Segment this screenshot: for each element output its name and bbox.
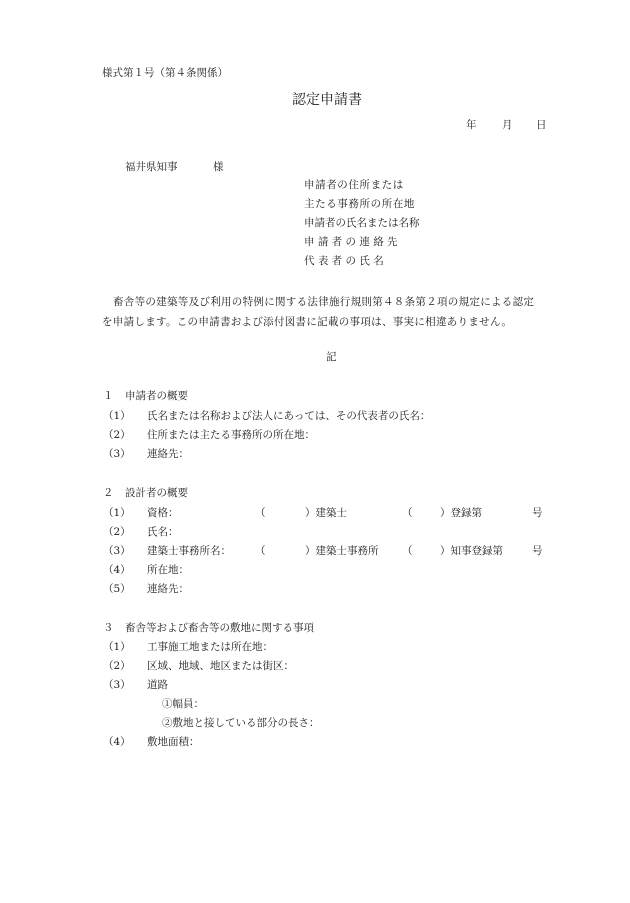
item-label: 住所または主たる事務所の所在地： (147, 429, 315, 441)
item-number: （3） (103, 448, 131, 460)
item-label: 所在地： (147, 564, 189, 576)
item-number: （4） (103, 564, 131, 576)
item-label: 氏名または名称および法人にあっては、その代表者の氏名： (147, 410, 431, 422)
suffix: 号 (532, 545, 543, 557)
paren-open: （ (402, 507, 413, 519)
paren-close-label: ）建築士 (305, 507, 347, 519)
item-label: 連絡先： (147, 583, 189, 595)
item-number: （2） (103, 660, 131, 672)
date-month: 月 (502, 119, 513, 131)
item-label: 区域、地域、地区または街区： (147, 660, 294, 672)
addressee-honorific: 様 (213, 161, 224, 173)
paren-close-label: ）建築士事務所 (305, 545, 379, 557)
item-number: （1） (103, 507, 131, 519)
ki-marker: 記 (326, 351, 337, 363)
item-label: 氏名： (147, 526, 179, 538)
paren-close-label: ）登録第 (440, 507, 482, 519)
section-number: ３ (103, 622, 114, 634)
item-number: （2） (103, 429, 131, 441)
item-number: （4） (103, 736, 131, 748)
item-number: （1） (103, 410, 131, 422)
applicant-field: 主たる事務所の所在地 (304, 198, 415, 210)
section-heading: 畜舎等および畜舎等の敷地に関する事項 (125, 622, 314, 634)
body-line: 畜舎等の建築等及び利用の特例に関する法律施行規則第４８条第２項の規定による認定 (113, 296, 535, 308)
section-number: １ (103, 390, 114, 402)
section-heading: 申請者の概要 (125, 390, 188, 402)
section-heading: 設計者の概要 (125, 487, 188, 499)
item-number: （5） (103, 583, 131, 595)
item-number: （3） (103, 679, 131, 691)
paren-close-label: ）知事登録第 (440, 545, 503, 557)
paren-open: （ (255, 545, 266, 557)
item-number: （3） (103, 545, 131, 557)
item-label: 敷地面積： (147, 736, 200, 748)
item-label: 道路 (147, 679, 168, 691)
item-label: 資格： (147, 507, 179, 519)
form-number: 様式第１号（第４条関係） (102, 67, 228, 79)
body-line: を申請します。この申請書および添付図書に記載の事項は、事実に相違ありません。 (102, 316, 513, 328)
paren-open: （ (255, 507, 266, 519)
date-year: 年 (466, 119, 477, 131)
road-sub-item: ②敷地と接している部分の長さ： (162, 717, 320, 729)
item-label: 連絡先： (147, 448, 189, 460)
applicant-field: 申請者の氏名または名称 (304, 217, 420, 229)
date-day: 日 (536, 119, 547, 131)
applicant-field: 代 表 者 の 氏 名 (304, 255, 384, 267)
section-number: ２ (103, 487, 114, 499)
item-label: 工事施工地または所在地： (147, 641, 273, 653)
applicant-field: 申請者の住所または (304, 179, 404, 191)
item-number: （2） (103, 526, 131, 538)
addressee-name: 福井県知事 (125, 161, 178, 173)
suffix: 号 (532, 507, 543, 519)
applicant-field: 申 請 者 の 連 絡 先 (304, 236, 398, 248)
item-label: 建築士事務所名： (147, 545, 231, 557)
paren-open: （ (402, 545, 413, 557)
document-title: 認定申請書 (292, 92, 362, 108)
road-sub-item: ①幅員： (162, 698, 204, 710)
item-number: （1） (103, 641, 131, 653)
